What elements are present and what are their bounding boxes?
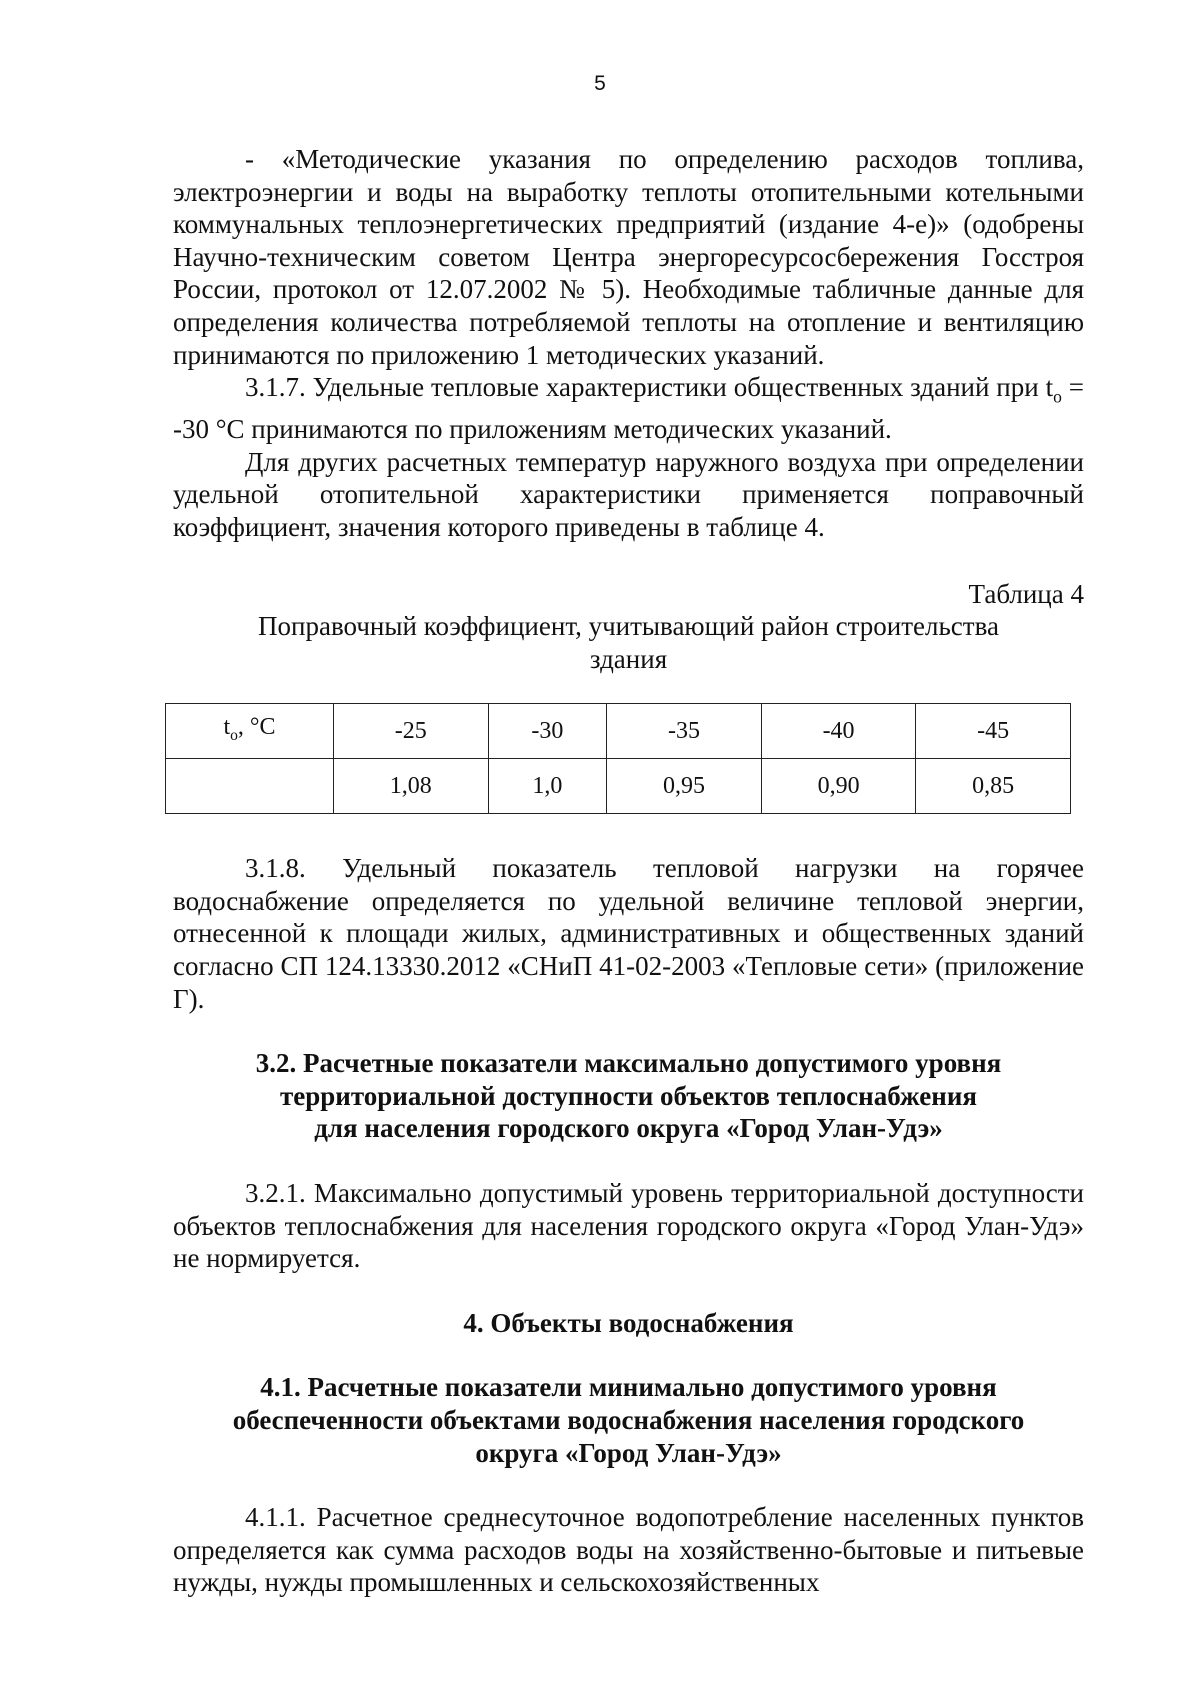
table-header-cell: -25 [334,704,489,759]
table-label: Таблица 4 [968,578,1084,609]
page-number: 5 [594,72,606,95]
table-cell: 0,85 [916,759,1071,814]
heading-4-1 [173,1371,1084,1469]
heading-3-2-line-1: 3.2. Расчетные показатели максимально допустимого уровня [255,1048,1002,1079]
paragraph-3-1-7-suffix: = -30 °C принимаются по приложениям методических указаний. [173,372,1084,445]
paragraph-3-1-7-prefix: 3.1.7. Удельные тепловые характеристики общественных зданий при t [245,372,1054,403]
paragraph-methodical-guidelines: - «Методические указания по определению расходов топлива, электроэнергии и воды на выработку теплоты отопительными котельными коммунальных теплоэнергетических предприятий (издание 4-е)» (одобрены Научно-техническим советом Центра энергоресурсосбережения Госстроя России, протокол от 12.07.2002 № 5). Необходимые табличные данные для определения количества потребляемой теплоты на отопление и вентиляцию принимаются по приложению 1 методических указаний. [173,144,1084,370]
paragraph-3-1-8: 3.1.8. Удельный показатель тепловой нагрузки на горячее водоснабжение определяется по удельной величине тепловой энергии, отнесенной к площади жилых, административных и общественных зданий согласно СП 124.13330.2012 «СНиП 41-02-2003 «Тепловые сети» (приложение Г). [173,853,1084,1014]
temp-unit: , °C [237,713,276,740]
table-cell-empty [166,759,334,814]
heading-4-1-line-1: 4.1. Расчетные показатели минимально допустимого уровня [260,1372,997,1403]
table-cell: 0,90 [761,759,916,814]
paragraph-4-1-1: 4.1.1. Расчетное среднесуточное водопотребление населенных пунктов определяется как сумма расходов воды на хозяйственно-бытовые и питьевые нужды, нужды промышленных и сельскохозяйственных [173,1502,1084,1598]
table-header-cell: -40 [761,704,916,759]
document-body [173,143,1084,1599]
table-cell: 0,95 [607,759,762,814]
table-caption: Поправочный коэффициент, учитывающий район строительства здания [258,611,999,674]
temp-symbol: t [223,713,231,740]
heading-3-2 [173,1047,1084,1145]
subscript-o: o [1053,386,1062,407]
correction-factor-table [165,703,1071,814]
table-header-cell: -35 [607,704,762,759]
paragraph-correction-factor: Для других расчетных температур наружного воздуха при определении удельной отопительной характеристики применяется поправочный коэффициент, значения которого приведены в таблице 4. [173,446,1084,542]
table-header-cell: -45 [916,704,1071,759]
table-cell: 1,0 [488,759,607,814]
table-cell: 1,08 [334,759,489,814]
heading-3-2-line-2: территориальной доступности объектов теплоснабжения [280,1080,977,1111]
heading-4: 4. Объекты водоснабжения [463,1307,794,1338]
paragraph-3-1-7 [173,371,1084,446]
temp-subscript: o [230,726,238,744]
table-header-cell-temperature [166,704,334,759]
paragraph-3-2-1: 3.2.1. Максимально допустимый уровень территориальной доступности объектов теплоснабжения для населения городского округа «Город Улан-Удэ» не нормируется. [173,1178,1084,1274]
heading-3-2-line-3: для населения городского округа «Город Улан-Удэ» [314,1113,943,1144]
heading-4-1-line-2: обеспеченности объектами водоснабжения населения городского [232,1405,1025,1436]
table-header-cell: -30 [488,704,607,759]
table-header-row [166,704,1071,759]
heading-4-1-line-3: округа «Город Улан-Удэ» [475,1437,782,1468]
table-row [166,759,1071,814]
